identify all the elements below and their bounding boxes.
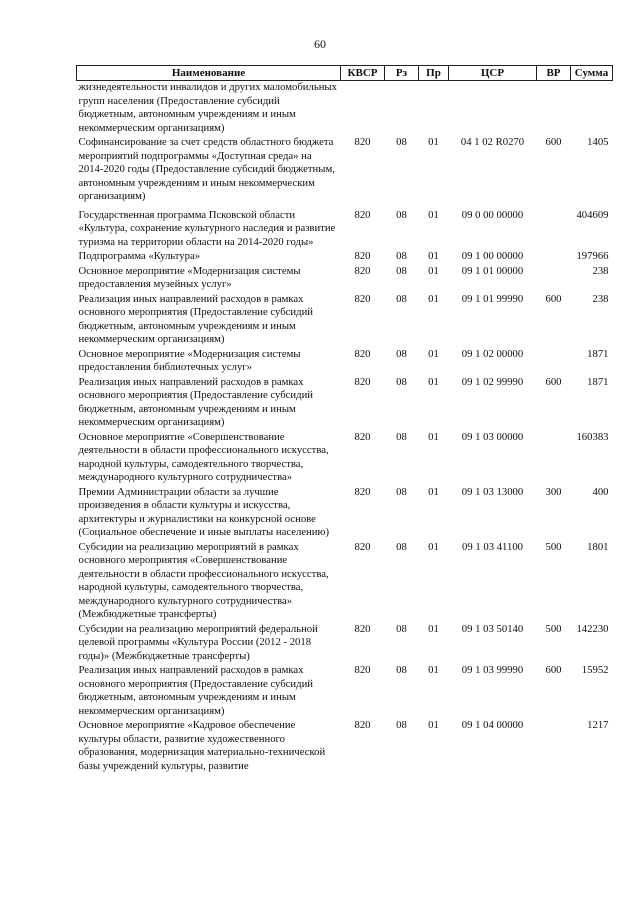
cell-vr: 600 xyxy=(545,136,562,148)
table-row xyxy=(77,623,613,665)
cell-sum: 1801 xyxy=(587,540,609,553)
header-vr: ВР xyxy=(537,66,571,81)
cell-vr xyxy=(537,250,571,265)
table-row xyxy=(77,376,613,431)
cell-vr xyxy=(537,209,571,251)
cell-csr: 09 1 00 00000 xyxy=(461,250,524,262)
cell-pr: 01 xyxy=(428,719,439,731)
cell-name: Основное мероприятие «Модернизация системы предоставления музейных услуг» xyxy=(78,264,301,290)
cell-pr: 01 xyxy=(428,208,439,221)
table-row xyxy=(77,719,613,774)
cell-csr: 09 1 04 00000 xyxy=(461,719,524,731)
cell-name: Субсидии на реализацию мероприятий в рамках основного мероприятия «Совершенствование деятельности в области профессионального искусства, народной культуры, самодеятельного творчества, международного культурного сотрудничества» (Межбюджетные трансферты) xyxy=(78,540,329,620)
page-number: 60 xyxy=(314,37,326,51)
cell-vr: 500 xyxy=(545,540,562,553)
cell-name: Софинансирование за счет средств областного бюджета мероприятий подпрограммы «Доступная среда» на 2014-2020 годы (Предоставление субсидий бюджетным, автономным учреждениям и иным некоммерческим организациям) xyxy=(78,136,335,202)
cell-kvsr: 820 xyxy=(354,347,371,360)
cell-rz xyxy=(385,81,419,137)
cell-vr xyxy=(537,719,571,774)
cell-vr: 300 xyxy=(545,485,562,498)
cell-sum: 238 xyxy=(592,264,609,277)
table-row xyxy=(77,664,613,719)
cell-csr: 09 1 03 50140 xyxy=(461,622,524,635)
cell-name: Основное мероприятие «Модернизация системы предоставления библиотечных услуг» xyxy=(78,347,301,373)
header-row xyxy=(77,66,613,81)
cell-sum: 142230 xyxy=(576,622,609,635)
cell-rz: 08 xyxy=(396,292,407,305)
table-row xyxy=(77,348,613,376)
table-header xyxy=(77,66,613,81)
cell-csr: 09 1 01 99990 xyxy=(461,292,524,305)
cell-kvsr xyxy=(341,81,385,137)
cell-rz: 08 xyxy=(396,664,407,676)
table-body xyxy=(77,81,613,775)
cell-csr: 09 1 01 00000 xyxy=(461,264,524,277)
table-row xyxy=(77,541,613,623)
table-row xyxy=(77,431,613,486)
table-row xyxy=(77,486,613,541)
cell-kvsr: 820 xyxy=(354,540,371,553)
cell-rz: 08 xyxy=(396,622,407,635)
cell-pr: 01 xyxy=(428,540,439,553)
cell-csr: 09 1 02 99990 xyxy=(461,375,524,388)
cell-rz: 08 xyxy=(396,250,407,262)
cell-kvsr: 820 xyxy=(354,430,371,443)
cell-vr: 600 xyxy=(545,375,562,388)
header-sum: Сумма xyxy=(571,66,613,81)
cell-sum: 400 xyxy=(592,485,609,498)
cell-kvsr: 820 xyxy=(354,485,371,498)
cell-rz: 08 xyxy=(396,375,407,388)
cell-csr: 09 1 02 00000 xyxy=(461,347,524,360)
cell-pr xyxy=(419,81,449,137)
cell-name: Подпрограмма «Культура» xyxy=(78,250,201,262)
header-name: Наименование xyxy=(77,66,341,81)
cell-csr: 09 1 03 99990 xyxy=(461,664,524,676)
cell-sum: 404609 xyxy=(576,208,609,221)
cell-vr xyxy=(537,265,571,293)
cell-vr: 600 xyxy=(545,292,562,305)
cell-pr: 01 xyxy=(428,250,439,262)
cell-kvsr: 820 xyxy=(354,208,371,221)
cell-vr xyxy=(537,348,571,376)
cell-rz: 08 xyxy=(396,208,407,221)
cell-sum: 238 xyxy=(592,292,609,305)
cell-name: Реализация иных направлений расходов в рамках основного мероприятия (Предоставление субсидий бюджетным, автономным учреждениям и иным некоммерческим организациям) xyxy=(78,375,314,428)
cell-sum: 15952 xyxy=(581,664,609,676)
cell-kvsr: 820 xyxy=(354,292,371,305)
cell-rz: 08 xyxy=(396,485,407,498)
cell-kvsr: 820 xyxy=(354,375,371,388)
cell-vr xyxy=(537,81,571,137)
cell-kvsr: 820 xyxy=(354,664,371,676)
cell-pr: 01 xyxy=(428,136,439,148)
budget-table xyxy=(76,65,613,774)
table-row xyxy=(77,81,613,137)
header-pr: Пр xyxy=(419,66,449,81)
cell-pr: 01 xyxy=(428,664,439,676)
cell-csr: 09 1 03 13000 xyxy=(461,485,524,498)
cell-sum: 1871 xyxy=(587,375,609,388)
cell-vr xyxy=(537,431,571,486)
cell-name: Основное мероприятие «Совершенствование деятельности в области профессионального искусства, народной культуры, самодеятельного творчества, международного культурного сотрудничества» xyxy=(78,430,329,483)
cell-kvsr: 820 xyxy=(354,250,371,262)
cell-pr: 01 xyxy=(428,292,439,305)
cell-rz: 08 xyxy=(396,136,407,148)
cell-name: Премии Администрации области за лучшие произведения в области культуры и искусства, архитектуры и журналистики на конкурсной основе (Социальное обеспечение и иные выплаты населению) xyxy=(78,485,330,538)
cell-sum: 1405 xyxy=(587,136,609,148)
cell-pr: 01 xyxy=(428,485,439,498)
table-row xyxy=(77,293,613,348)
cell-kvsr: 820 xyxy=(354,136,371,148)
cell-sum xyxy=(571,81,613,137)
cell-vr: 500 xyxy=(545,622,562,635)
table-row xyxy=(77,136,613,209)
cell-name: Основное мероприятие «Кадровое обеспечение культуры области, развитие художественного образования, модернизация материально-технической базы учреждений культуры, развитие xyxy=(78,719,326,772)
cell-rz: 08 xyxy=(396,264,407,277)
cell-csr: 09 1 03 41100 xyxy=(461,540,524,553)
cell-name: жизнедеятельности инвалидов и других маломобильных групп населения (Предоставление субсидий бюджетным, автономным учреждениям и иным некоммерческим организациям) xyxy=(78,81,337,134)
cell-name: Субсидии на реализацию мероприятий федеральной целевой программы «Культура России (2012 - 2018 годы)» (Межбюджетные трансферты) xyxy=(78,622,318,662)
cell-rz: 08 xyxy=(396,347,407,360)
cell-vr: 600 xyxy=(545,664,562,676)
cell-name: Государственная программа Псковской области «Культура, сохранение культурного наследия и развитие туризма на территории области на 2014-2020 годы» xyxy=(78,208,336,248)
cell-kvsr: 820 xyxy=(354,719,371,731)
cell-name: Реализация иных направлений расходов в рамках основного мероприятия (Предоставление субсидий бюджетным, автономным учреждениям и иным некоммерческим организациям) xyxy=(78,664,314,717)
header-kvsr: КВСР xyxy=(341,66,385,81)
cell-pr: 01 xyxy=(428,264,439,277)
cell-pr: 01 xyxy=(428,622,439,635)
cell-sum: 160383 xyxy=(576,430,609,443)
table-row xyxy=(77,209,613,251)
table-row xyxy=(77,265,613,293)
cell-pr: 01 xyxy=(428,375,439,388)
cell-kvsr: 820 xyxy=(354,622,371,635)
cell-rz: 08 xyxy=(396,719,407,731)
cell-sum: 197966 xyxy=(576,250,609,262)
header-rz: Рз xyxy=(385,66,419,81)
cell-csr: 09 0 00 00000 xyxy=(461,208,524,221)
cell-sum: 1871 xyxy=(587,347,609,360)
cell-csr: 04 1 02 R0270 xyxy=(460,136,525,148)
cell-csr: 09 1 03 00000 xyxy=(461,430,524,443)
cell-name: Реализация иных направлений расходов в рамках основного мероприятия (Предоставление субсидий бюджетным, автономным учреждениям и иным некоммерческим организациям) xyxy=(78,292,314,345)
cell-csr xyxy=(449,81,537,137)
cell-sum: 1217 xyxy=(587,719,609,731)
cell-pr: 01 xyxy=(428,347,439,360)
cell-kvsr: 820 xyxy=(354,264,371,277)
header-csr: ЦСР xyxy=(449,66,537,81)
cell-rz: 08 xyxy=(396,540,407,553)
cell-rz: 08 xyxy=(396,430,407,443)
cell-pr: 01 xyxy=(428,430,439,443)
table-row xyxy=(77,250,613,265)
